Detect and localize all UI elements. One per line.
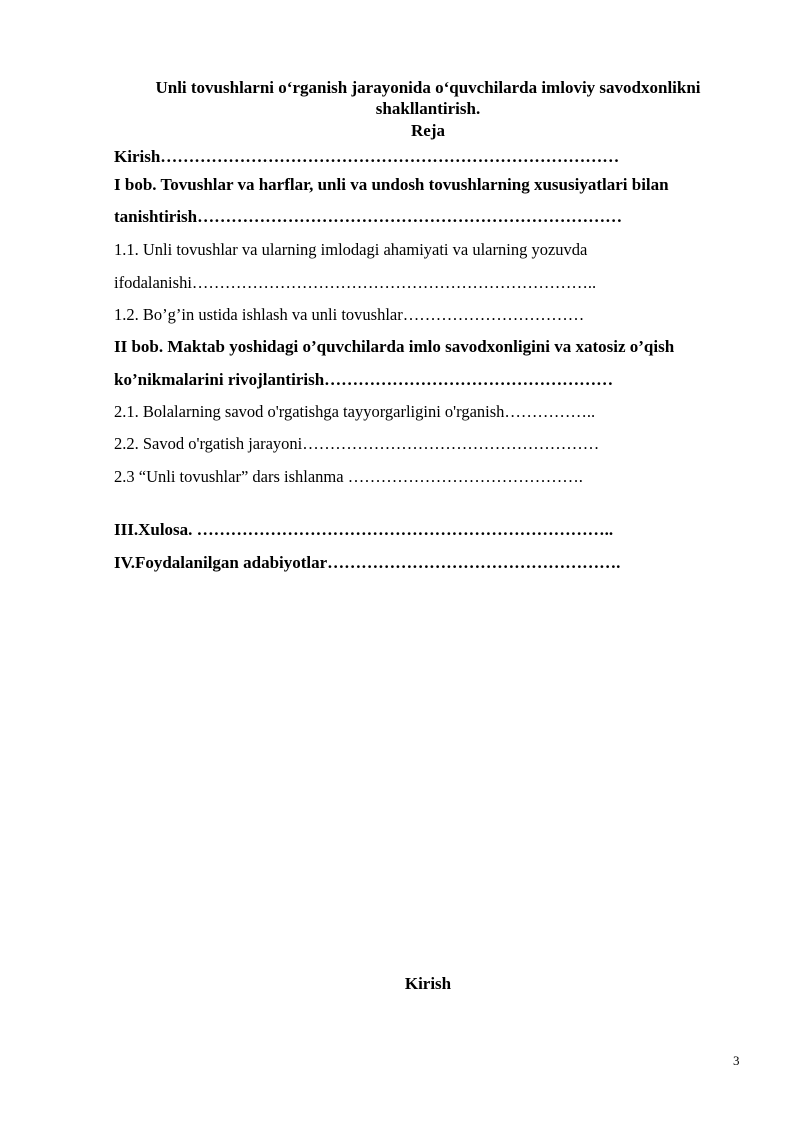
page-number: 3 xyxy=(733,1053,740,1068)
toc-entry-chapter-1-line-1: I bob. Tovushlar va harflar, unli va undosh tovushlarning xususiyatlari bilan xyxy=(114,175,669,194)
toc-entry-1-2: 1.2. Bo’g’in ustida ishlash va unli tovushlar…………………………… xyxy=(114,305,585,324)
toc-entry-conclusion: III.Xulosa. ……………………………………………………………….. xyxy=(114,520,614,539)
toc-entry-1-1-line-1: 1.1. Unli tovushlar va ularning imlodagi ahamiyati va ularning yozuvda xyxy=(114,240,588,259)
title-line-1: Unli tovushlarni o‘rganish jarayonida o‘quvchilarda imloviy savodxonlikni xyxy=(155,78,701,97)
toc-entry-2-2: 2.2. Savod o'rgatish jarayoni……………………………………………… xyxy=(114,434,600,453)
title-line-2: shakllantirish. xyxy=(375,99,481,118)
toc-entry-references: IV.Foydalanilgan adabiyotlar……………………………………………. xyxy=(114,553,621,572)
plan-heading: Reja xyxy=(411,121,445,140)
toc-entry-kirish: Kirish……………………………………………………………………… xyxy=(114,147,620,166)
toc-entry-2-1: 2.1. Bolalarning savod o'rgatishga tayyorgarligini o'rganish…………….. xyxy=(114,402,596,421)
section-heading-kirish: Kirish xyxy=(404,974,452,993)
toc-entry-chapter-2-line-1: II bob. Maktab yoshidagi o’quvchilarda imlo savodxonligini va xatosiz o’qish xyxy=(114,337,675,356)
toc-entry-1-1-line-2: ifodalanishi……………………………………………………………….. xyxy=(114,273,597,292)
document-title xyxy=(110,77,746,119)
toc-entry-chapter-1-line-2: tanishtirish………………………………………………………………… xyxy=(114,207,623,226)
toc-entry-chapter-2-line-2: ko’nikmalarini rivojlantirish…………………………………………… xyxy=(114,370,614,389)
toc-entry-2-3: 2.3 “Unli tovushlar” dars ishlanma ……………………………………. xyxy=(114,467,583,486)
